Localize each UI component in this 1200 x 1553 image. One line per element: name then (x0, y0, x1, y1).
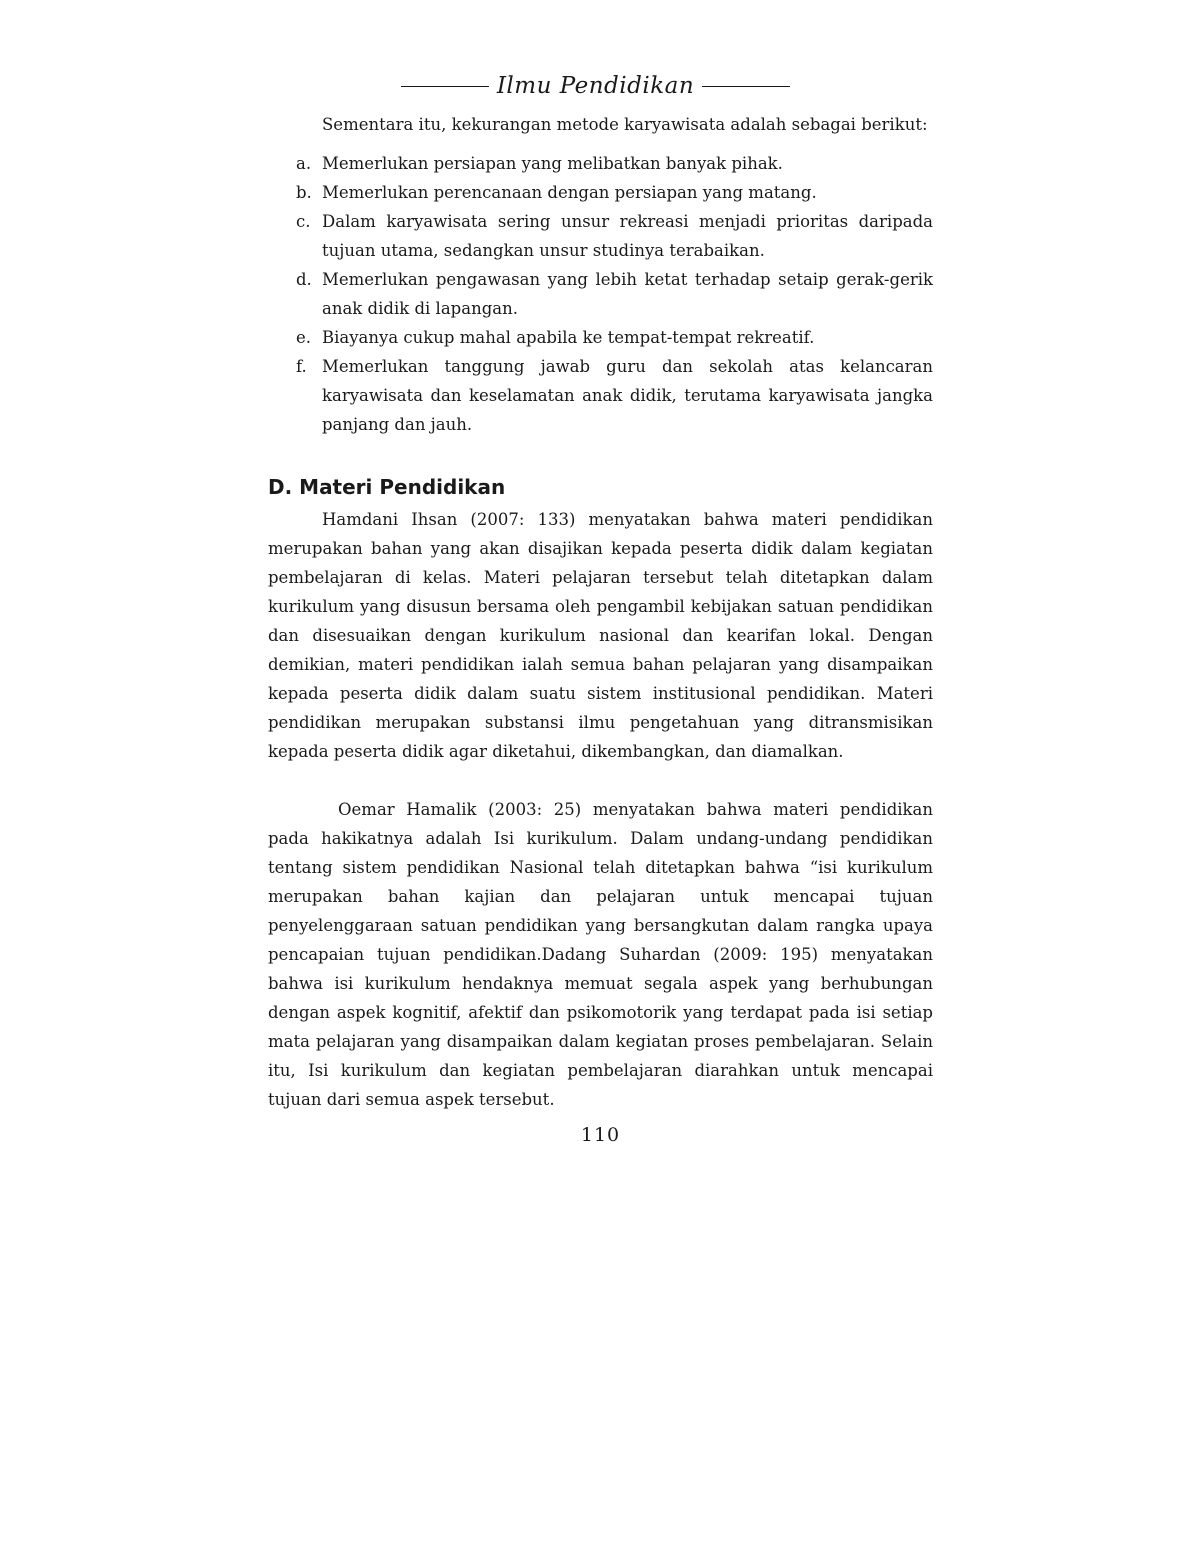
running-header (258, 70, 933, 102)
list-item (268, 207, 933, 265)
intro-paragraph: Sementara itu, kekurangan metode karyawisata adalah sebagai berikut: (322, 115, 928, 134)
list-marker: f. (296, 357, 307, 376)
list-item (268, 352, 933, 439)
list-item (268, 178, 933, 207)
header-title: Ilmu Pendidikan (496, 73, 695, 99)
header-rule-right (702, 86, 790, 87)
list-marker: c. (296, 212, 311, 231)
document-page (268, 70, 933, 1146)
list-item-text: Dalam karyawisata sering unsur rekreasi menjadi prioritas daripada tujuan utama, sedangkan unsur studinya terabaikan. (322, 212, 933, 260)
list-item (268, 149, 933, 178)
list-item (268, 265, 933, 323)
list-item-text: Memerlukan perencanaan dengan persiapan yang matang. (322, 183, 817, 202)
list-item-text: Memerlukan tanggung jawab guru dan sekolah atas kelancaran karyawisata dan keselamatan anak didik, terutama karyawisata jangka panjang dan jauh. (322, 357, 933, 434)
section-paragraph-1: Hamdani Ihsan (2007: 133) menyatakan bahwa materi pendidikan merupakan bahan yang akan disajikan kepada peserta didik dalam kegiatan pembelajaran di kelas. Materi pelajaran tersebut telah ditetapkan dalam kurikulum yang disusun bersama oleh pengambil kebijakan satuan pendidikan dan disesuaikan dengan kurikulum nasional dan kearifan lokal. Dengan demikian, materi pendidikan ialah semua bahan pelajaran yang disampaikan kepada peserta didik dalam suatu sistem institusional pendidikan. Materi pendidikan merupakan substansi ilmu pengetahuan yang ditransmisikan kepada peserta didik agar diketahui, dikembangkan, dan diamalkan. (268, 510, 933, 761)
page-number: 110 (580, 1124, 621, 1146)
list-marker: e. (296, 328, 312, 347)
list-marker: b. (296, 183, 312, 202)
list-item-text: Memerlukan pengawasan yang lebih ketat terhadap setaip gerak-gerik anak didik di lapangan. (322, 270, 933, 318)
list-marker: d. (296, 270, 312, 289)
list-item-text: Memerlukan persiapan yang melibatkan banyak pihak. (322, 154, 783, 173)
list-marker: a. (296, 154, 312, 173)
list-item (268, 323, 933, 352)
list-item-text: Biayanya cukup mahal apabila ke tempat-tempat rekreatif. (322, 328, 815, 347)
header-rule-left (401, 86, 489, 87)
section-paragraph-2: Oemar Hamalik (2003: 25) menyatakan bahwa materi pendidikan pada hakikatnya adalah Isi kurikulum. Dalam undang-undang pendidikan tentang sistem pendidikan Nasional telah ditetapkan bahwa “isi kurikulum merupakan bahan kajian dan pelajaran untuk mencapai tujuan penyelenggaraan satuan pendidikan yang bersangkutan dalam rangka upaya pencapaian tujuan pendidikan.Dadang Suhardan (2009: 195) menyatakan bahwa isi kurikulum hendaknya memuat segala aspek yang berhubungan dengan aspek kognitif, afektif dan psikomotorik yang terdapat pada isi setiap mata pelajaran yang disampaikan dalam kegiatan proses pembelajaran. Selain itu, Isi kurikulum dan kegiatan pembelajaran diarahkan untuk mencapai tujuan dari semua aspek tersebut. (268, 800, 933, 1109)
disadvantages-list (268, 149, 933, 439)
section-heading: D. Materi Pendidikan (268, 475, 506, 499)
